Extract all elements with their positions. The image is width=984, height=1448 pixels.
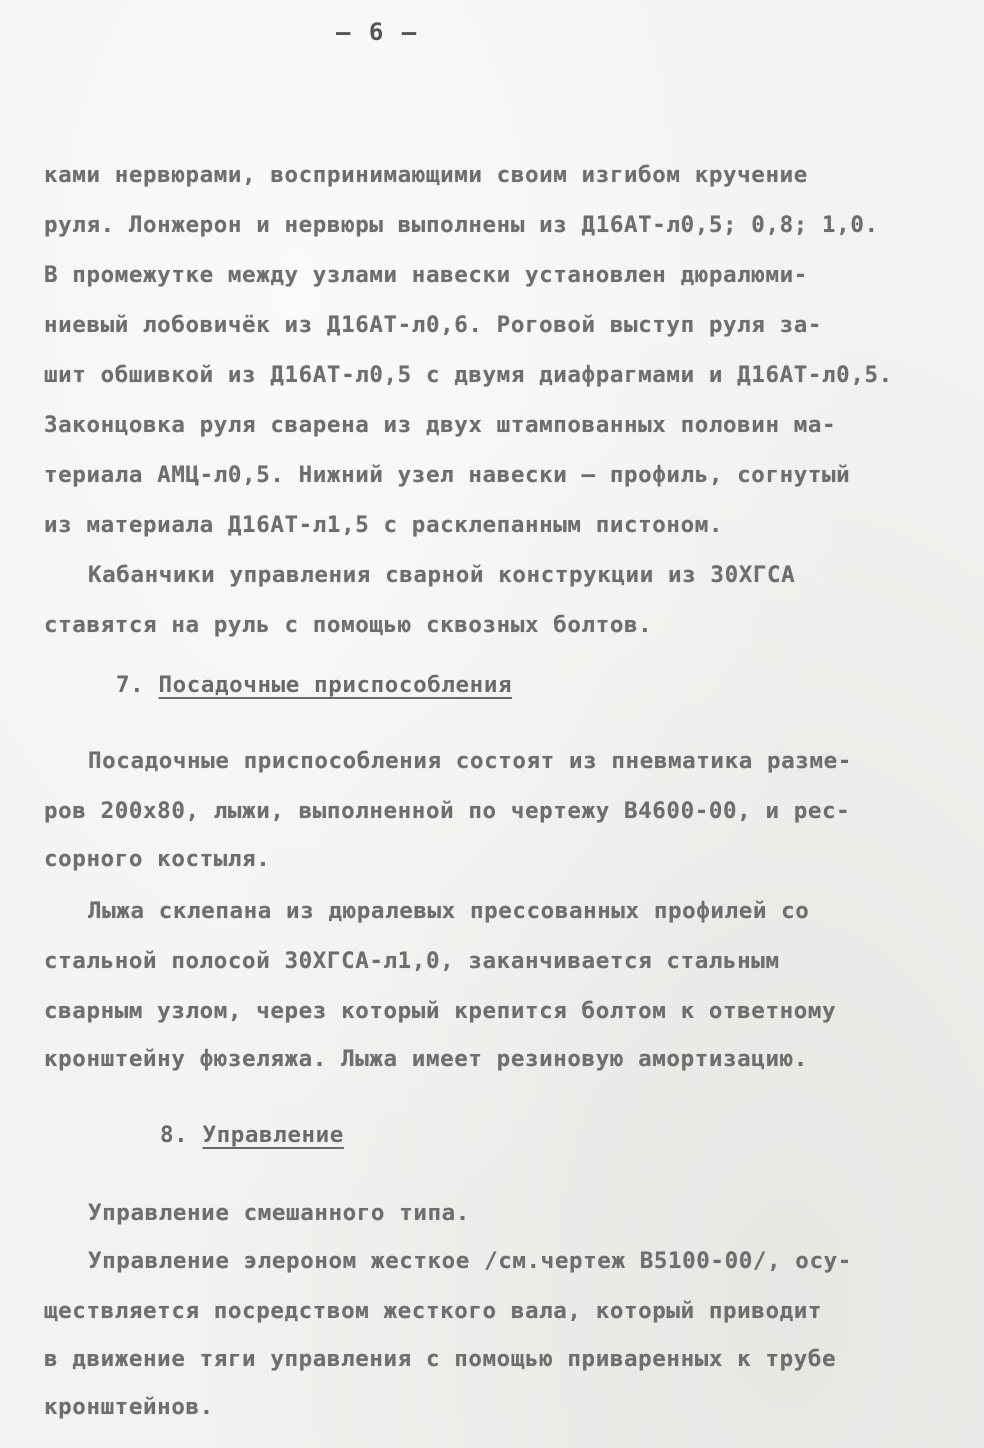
text-line: Посадочные приспособления состоят из пневматика разме- [88, 748, 852, 774]
text-line: кронштейнов. [44, 1394, 214, 1420]
text-line: руля. Лонжерон и нервюры выполнены из Д16АТ-л0,5; 0,8; 1,0. [44, 212, 879, 238]
text-line: Управление элероном жесткое /см.чертеж В5100-00/, осу- [88, 1248, 852, 1274]
page-number: – 6 – [336, 18, 419, 46]
text-line: Лыжа склепана из дюралевых прессованных профилей со [88, 898, 810, 924]
section-heading-7 [116, 672, 512, 698]
section-title: Управление [202, 1122, 344, 1148]
section-heading-8 [160, 1122, 344, 1148]
text-line: из материала Д16АТ-л1,5 с расклепанным пистоном. [44, 512, 724, 538]
text-line: в движение тяги управления с помощью приваренных к трубе [44, 1346, 837, 1372]
text-line: ниевый лобовичёк из Д16АТ-л0,6. Роговой выступ руля за- [44, 312, 823, 338]
text-line: Кабанчики управления сварной конструкции из 30ХГСА [88, 562, 796, 588]
section-number: 8. [160, 1122, 189, 1148]
text-line: ществляется посредством жесткого вала, который приводит [44, 1298, 823, 1324]
section-title: Посадочные приспособления [158, 672, 513, 698]
text-line: сварным узлом, через который крепится болтом к ответному [44, 998, 837, 1024]
section-number: 7. [116, 672, 145, 698]
text-line: териала АМЦ-л0,5. Нижний узел навески – профиль, согнутый [44, 462, 851, 488]
text-line: сорного костыля. [44, 846, 271, 872]
text-line: кронштейну фюзеляжа. Лыжа имеет резиновую амортизацию. [44, 1046, 808, 1072]
text-line: шит обшивкой из Д16АТ-л0,5 с двумя диафрагмами и Д16АТ-л0,5. [44, 362, 893, 388]
text-line: Управление смешанного типа. [88, 1200, 470, 1226]
text-line: ками нервюрами, воспринимающими своим изгибом кручение [44, 162, 808, 188]
text-line: ставятся на руль с помощью сквозных болтов. [44, 612, 653, 638]
text-line: ров 200х80, лыжи, выполненной по чертежу В4600-00, и рес- [44, 798, 851, 824]
text-line: стальной полосой 30ХГСА-л1,0, заканчивается стальным [44, 948, 780, 974]
text-line: В промежутке между узлами навески установлен дюралюми- [44, 262, 808, 288]
text-line: Законцовка руля сварена из двух штампованных половин ма- [44, 412, 837, 438]
